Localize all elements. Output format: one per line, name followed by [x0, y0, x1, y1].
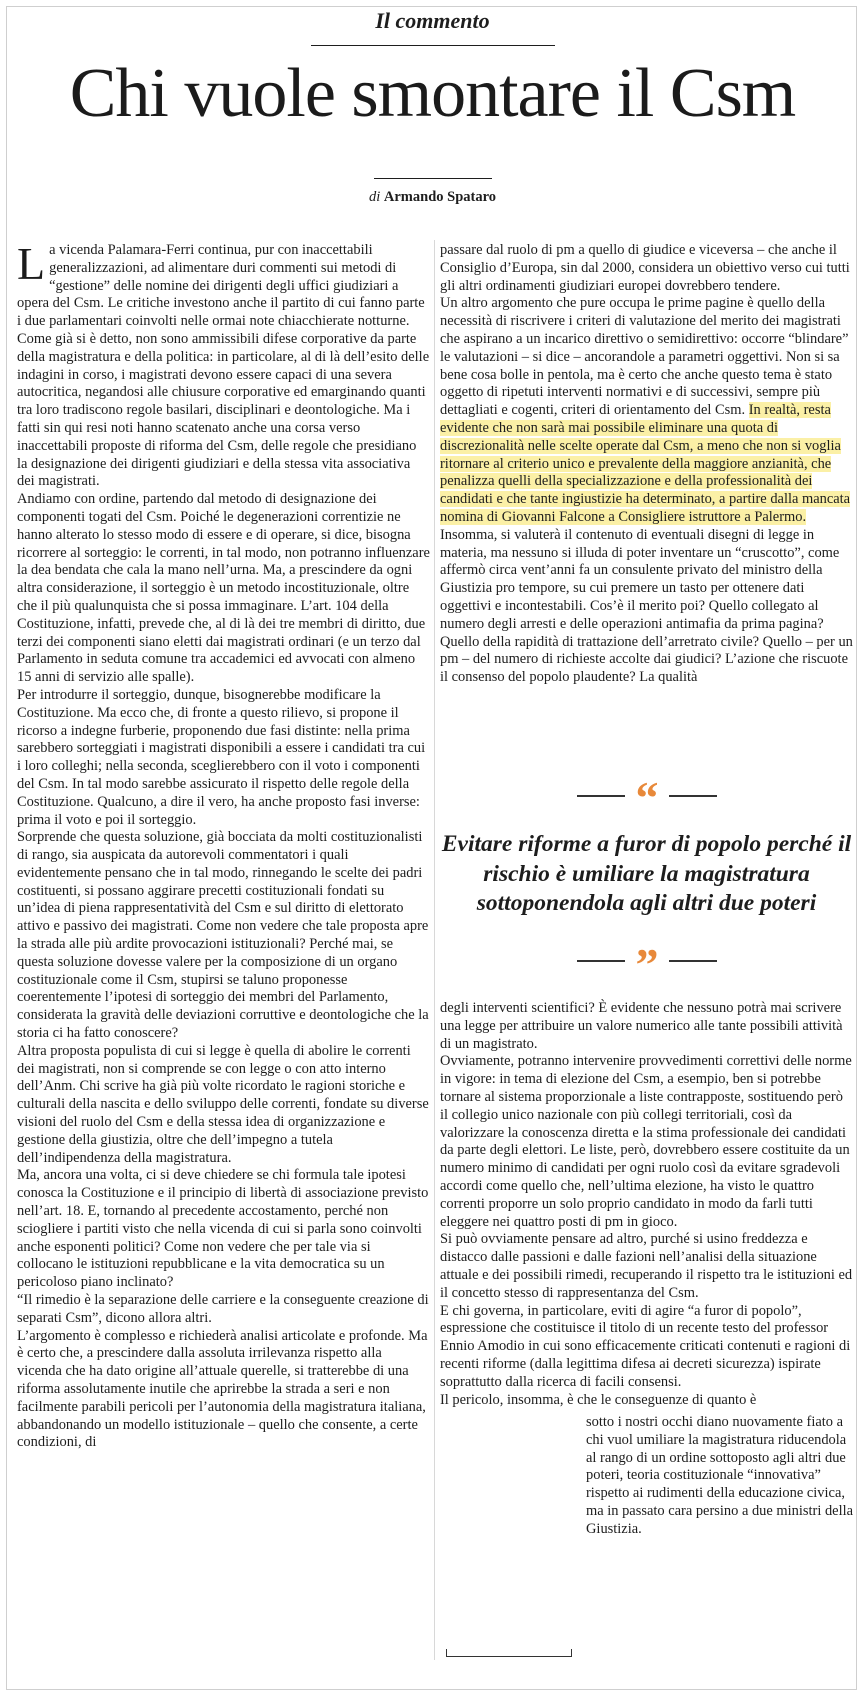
- pull-quote: Evitare riforme a furor di popolo perché il rischio è umiliare la magistratura sottoponendola agli altri due poteri: [441, 831, 852, 916]
- open-quote-icon: “: [635, 772, 659, 823]
- close-quote-icon: ”: [635, 939, 659, 990]
- paragraph: Insomma, si valuterà il contenuto di eventuali disegni di legge in materia, ma nessuno si illuda di poter inventare un “cruscotto”, come affermò circa vent’anni fa un consulente privato del ministro della Giustizia pro tempore, su cui premere un tasto per ottenere dati oggettivi e incontestabili. Cos’è il merito poi? Quello collegato al numero degli arresti e delle operazioni antimafia da prima pagina? Quello della rapidità di trattazione dell’arretrato civile? Quello – per un pm – del numero di richieste accolte dai giudici? L’azione che riscuote il consenso del popolo plaudente? La qualità: [440, 526, 853, 686]
- article-headline: Chi vuole smontare il Csm: [69, 55, 796, 132]
- paragraph-text: Un altro argomento che pure occupa le prime pagine è quello della necessità di riscrivere i criteri di valutazione del merito dei magistrati che aspirano a un incarico direttivo o semidirettivo: occorre “blindare” le valutazioni – si dice – ancorandole a parametri oggettivi. Non si sa bene cosa bolle in pentola, ma è certo che anche questo tema è stato oggetto di ripetuti interventi normativi e di successivi, sempre più dettagliati e cogenti, criteri di orientamento del Csm.: [440, 295, 849, 419]
- paragraph: sotto i nostri occhi diano nuovamente fiato a chi vuol umiliare la magistratura riducendola al rango di un ordine sottoposto agli altri due poteri, teoria costituzionale “innovativa” rispetto ai rudimenti della educazione civica, ma in passato cara persino a due ministri della Giustizia.: [586, 1414, 854, 1537]
- paragraph: Il pericolo, insomma, è che le conseguenze di quanto è: [440, 1391, 757, 1408]
- paragraph: Ovviamente, potranno intervenire provvedimenti correttivi delle norme in vigore: in tema di elezione del Csm, a esempio, ben si potrebbe tornare al sistema proporzionale a liste contrapposte, sostituendo però il collegio unico nazionale con più collegi territoriali, così da valorizzare la conoscenza diretta e la stima professionale dei candidati da parte degli elettori. Le liste, però, dovrebbero essere costituite da un numero minimo di candidati per ogni ruolo così da evitare sgradevoli accordi come quello che, nell’ultima elezione, ha visto le quattro correnti proporre un solo proprio candidato in modo da farli tutti eleggere nei quattro posti di pm in gioco.: [440, 1053, 852, 1230]
- quote-rule-bottom-left: [577, 960, 625, 962]
- section-kicker: Il commento: [375, 8, 490, 33]
- left-column: [17, 238, 430, 1452]
- paragraph: “Il rimedio è la separazione delle carriere e la conseguente creazione di separati Csm”, dicono allora altri.: [17, 1292, 429, 1326]
- right-column-top: [440, 242, 853, 687]
- dropcap: L: [17, 238, 46, 289]
- byline-rule: [374, 178, 492, 179]
- paragraph: Per introdurre il sorteggio, dunque, bisognerebbe modificare la Costituzione. Ma ecco che, di fronte a questo rilievo, si propone il ricorso a indegne furberie, proponendo due fasi distinte: nella prima sarebbero sorteggiati i magistrati disponibili a essere i candidati tra cui i loro colleghi; nella seconda, sceglierebbero con il voto i componenti del Csm. In tal modo sarebbe assicurato il rispetto delle regole della Costituzione. Qualcuno, a dire il vero, ha anche proposto fasi inverse: prima il voto e poi il sorteggio.: [17, 686, 426, 828]
- paragraph: Andiamo con ordine, partendo dal metodo di designazione dei componenti togati del Csm. Poiché le degenerazioni correntizie ne hanno alterato lo stesso modo di essere e di operare, si dice, bisogna ricorrere al sorteggio: le correnti, in tal modo, non potranno influenzare la dea bendata che cala la mano nell’urna. Ma, a prescindere da ogni altra considerazione, il sorteggio è un metodo incostituzionale, oltre che il più qualunquista che si possa immaginare. L’art. 104 della Costituzione, infatti, prevede che, al di là dei tre membri di diritto, due terzi dei componenti siano eletti dai magistrati ordinari (e un terzo dal Parlamento in seduta comune tra accademici ed avvocati con almeno 15 anni di servizio alle spalle).: [17, 491, 430, 686]
- paragraph-text: a vicenda Palamara-Ferri continua, pur con inaccettabili generalizzazioni, ad alimentare duri commenti sui metodi di “gestione” delle nomine dei dirigenti degli uffici giudiziari a opera del Csm. Le critiche investono anche il partito di cui fanno parte i due parlamentari coinvolti nelle ormai note chiacchierate notturne. Come già si è detto, non sono ammissibili difese corporative da parte della magistratura e della politica: in particolare, al di là dell’esito delle indagini in corso, i magistrati devono essere capaci di una severa autocritica, negandosi alle chiusure corporative ed emarginando quanti tra loro tradiscono regole basilari, disciplinari e deontologiche. Ma i fatti sin qui resi noti hanno scatenato anche una corsa verso inaccettabili proposte di riforma del Csm, delle regole che presidiano la designazione dei dirigenti giudiziari e della stessa vita associativa dei magistrati.: [17, 242, 430, 490]
- highlighted-text: In realtà, resta evidente che non sarà mai possibile eliminare una quota di discrezionalità nelle scelte operate dal Csm, a meno che non si voglia ritornare al criterio unico e prevalente della maggiore anzianità, che penalizza quelli della specializzazione e della professionalità dei candidati e che tante ingiustizie ha determinato, a partire dalla mancata nomina di Giovanni Falcone a Consigliere istruttore a Palermo.: [440, 402, 851, 525]
- paragraph: Altra proposta populista di cui si legge è quella di abolire le correnti dei magistrati, non si comprende se con legge o con atto interno dell’Anm. Chi scrive ha già più volte ricordato le ragioni storiche e culturali della nascita e dello sviluppo delle correnti, fondate su diverse visioni del ruolo del Csm e della stessa idea di organizzazione e gestione della giustizia, oltre che dell’impegno a tutela dell’indipendenza della magistratura.: [17, 1042, 429, 1166]
- paragraph: E chi governa, in particolare, eviti di agire “a furor di popolo”, espressione che costituisce il titolo di un recente testo del professor Ennio Amodio in cui sono efficacemente criticati contenuti e ragioni di recenti riforme (dalla legittima difesa ai decreti sicurezza) ispirate soprattutto dalla ricerca di facili consensi.: [440, 1302, 851, 1390]
- author-name: Armando Spataro: [383, 189, 497, 205]
- paragraph: [17, 238, 430, 491]
- paragraph: L’argomento è complesso e richiederà analisi articolate e profonde. Ma è certo che, a prescindere dalla assoluta irrilevanza rispetto alla vicenda che ha dato origine all’attuale querelle, si tratterebbe di una riforma assolutamente inutile che aprirebbe la strada a seri e non facilmente parabili pericoli per l’autonomia della magistratura italiana, abbandonando un modello istituzionale – quello che consente, a certe condizioni, di: [17, 1327, 428, 1451]
- column-divider: [434, 240, 435, 1660]
- byline-prefix: di: [368, 189, 381, 205]
- right-column-indent: [586, 1414, 853, 1539]
- paragraph: passare dal ruolo di pm a quello di giudice e viceversa – che anche il Consiglio d’Europa, sin dal 2000, considera un obiettivo verso cui tutti gli altri ordinamenti giudiziari europei dovrebbero tendere.: [440, 242, 850, 294]
- paragraph: Ma, ancora una volta, ci si deve chiedere se chi formula tale ipotesi conosca la Costituzione e il principio di libertà di associazione previsto nell’art. 18. E, tornando al precedente accostamento, perché non sciogliere i partiti visto che nella vicenda di cui si parla sono coinvolti anche esponenti politici? Come non vedere che per tale via si collocano le istituzioni repubblicane e la vita democratica su un pericoloso piano inclinato?: [17, 1167, 429, 1291]
- paragraph: degli interventi scientifici? È evidente che nessuno potrà mai scrivere una legge per attribuire un valore numerico alle tante possibili attività di un magistrato.: [440, 1000, 843, 1052]
- paragraph: Si può ovviamente pensare ad altro, purché si usino freddezza e distacco dalle passioni e dalle fazioni nell’analisi della situazione attuale e dei possibili rimedi, recuperando il rispetto tra le istituzioni ed il concetto stesso di rappresentanza del Csm.: [440, 1231, 853, 1301]
- paragraph: Sorprende che questa soluzione, già bocciata da molti costituzionalisti di rango, sia auspicata da autorevoli commentatori i quali evidentemente pensano che in tal modo, rinnegando le scelte dei padri costituenti, si possano aggirare precetti costituzionali fondati su un’idea di piena rappresentatività del Csm e sul diritto di elettorato attivo e passivo dei magistrati. Come non vedere che tale proposta apre la strada alle più ardite provocazioni istituzionali? Perché mai, se questa soluzione dovesse valere per la composizione di un organo costituzionale come il Csm, stupirsi se taluno proponesse coerentemente l’ipotesi di sorteggio dei membri del Parlamento, considerata la gravità delle deviazioni corruttive e deontologiche che la storia ci ha fatto conoscere?: [17, 829, 429, 1042]
- quote-rule-top-left: [577, 795, 625, 797]
- quote-rule-bottom-right: [669, 960, 717, 962]
- quote-rule-top-right: [669, 795, 717, 797]
- right-column-bottom: [440, 1000, 853, 1409]
- paragraph: [440, 295, 853, 526]
- byline: [0, 189, 865, 206]
- kicker-rule: [311, 45, 555, 46]
- image-placeholder-mark: [446, 1649, 572, 1657]
